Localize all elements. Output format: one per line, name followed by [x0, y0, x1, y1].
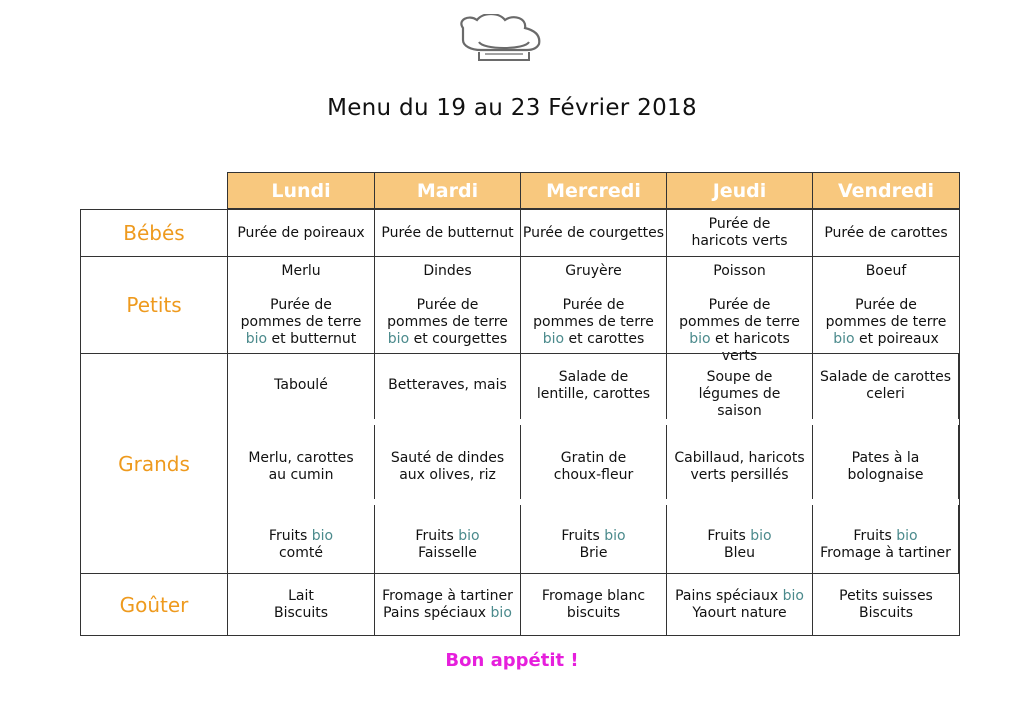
- row-bebes: [80, 209, 960, 257]
- cell-bebes-lundi: Purée de poireaux: [228, 210, 375, 256]
- row-petits: [80, 256, 960, 364]
- cell-grands-mercredi: Salade de lentille, carottes Gratin de choux-fleur Fruits bio Brie: [521, 354, 667, 573]
- cell-gouter-vendredi: Petits suisses Biscuits: [839, 587, 933, 621]
- grands-separator-2: [228, 499, 959, 505]
- cell-gouter-lundi: Lait Biscuits: [228, 574, 375, 635]
- cell-petits-mercredi: Gruyère Purée de pommes de terre bio et carottes: [521, 257, 667, 353]
- day-header-mardi: Mardi: [374, 172, 521, 209]
- day-header-vendredi: Vendredi: [812, 172, 960, 209]
- day-header-mercredi: Mercredi: [520, 172, 667, 209]
- cell-grands-vendredi: Salade de carottes celeri Pates à la bolognaise Fruits bio Fromage à tartiner: [813, 354, 959, 573]
- cell-petits-lundi: Merlu Purée de pommes de terre bio et butternut: [228, 257, 375, 353]
- page-title: Menu du 19 au 23 Février 2018: [327, 95, 697, 121]
- row-label-bebes: Bébés: [81, 210, 228, 256]
- day-header-lundi: Lundi: [227, 172, 375, 209]
- cell-bebes-mardi: Purée de butternut: [375, 210, 521, 256]
- cell-petits-mardi: Dindes Purée de pommes de terre bio et courgettes: [375, 257, 521, 353]
- cell-bebes-mercredi: Purée de courgettes: [521, 210, 667, 256]
- footer-bon-appetit: Bon appétit !: [445, 650, 579, 671]
- cell-gouter-mercredi: Fromage blanc biscuits: [521, 574, 667, 635]
- grands-separator-1: [228, 419, 959, 425]
- cell-grands-mardi: Betteraves, mais Sauté de dindes aux olives, riz Fruits bio Faisselle: [375, 354, 521, 573]
- row-label-gouter: Goûter: [81, 574, 228, 635]
- row-label-petits: Petits: [81, 257, 228, 353]
- cell-petits-jeudi: Poisson Purée de pommes de terre bio et haricots verts: [667, 257, 813, 353]
- cell-grands-lundi: Taboulé Merlu, carottes au cumin Fruits bio comté: [228, 354, 375, 573]
- cell-bebes-jeudi: Purée de haricots verts: [667, 210, 813, 256]
- row-gouter: [80, 573, 960, 636]
- day-header-jeudi: Jeudi: [666, 172, 813, 209]
- cell-grands-jeudi: Soupe de légumes de saison Cabillaud, haricots verts persillés Fruits bio Bleu: [667, 354, 813, 573]
- chef-hat-logo: [455, 14, 547, 64]
- row-grands: [80, 353, 960, 574]
- cell-gouter-mardi: Fromage à tartiner Pains spéciaux bio: [375, 574, 521, 635]
- menu-table: [80, 172, 960, 636]
- cell-gouter-jeudi: Pains spéciaux bio Yaourt nature: [667, 574, 813, 635]
- row-label-grands: Grands: [81, 354, 228, 573]
- cell-bebes-vendredi: Purée de carottes: [824, 224, 948, 241]
- cell-petits-vendredi: Boeuf Purée de pommes de terre bio et poireaux: [825, 263, 947, 347]
